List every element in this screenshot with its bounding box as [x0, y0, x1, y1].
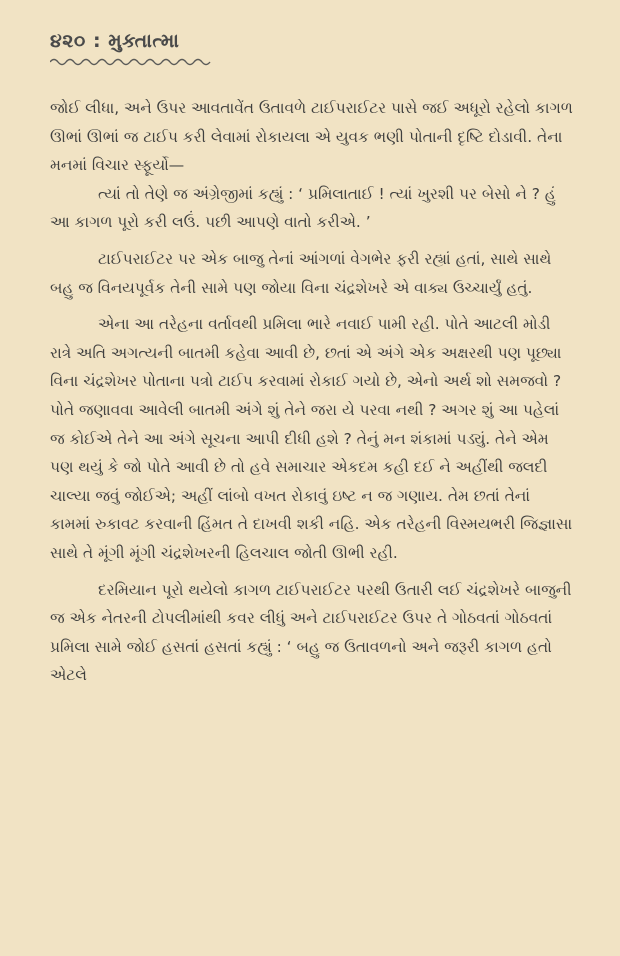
page-number: ૪૨૦ — [50, 30, 86, 52]
paragraph: ત્યાં તો તેણે જ અંગ્રેજીમાં કહ્યું : ‘ પ્રમિલાતાઈ ! ત્યાં ખુરશી પર બેસો ને ? હું આ કાગળ પૂરો કરી લઉં. પછી આપણે વાતો કરીએ. ’ — [50, 184, 556, 232]
paragraph: દરમિયાન પૂરો થયેલો કાગળ ટાઈપરાઈટર પરથી ઉતારી લઈ ચંદ્રશેખરે બાજુની જ એક નેતરની ટોપલીમાંથી કવર લીધું અને ટાઈપરાઈટર ઉપર તે ગોઠવતાં ગોઠવતાં પ્રમિલા સામે જોઈ હસતાં હસતાં કહ્યું : ‘ બહુ જ ઉતાવળનો અને જરૂરી કાગળ હતો એટલે — [50, 580, 572, 685]
running-header — [50, 30, 574, 52]
body-text — [50, 94, 574, 690]
header-wavy-rule — [50, 56, 212, 68]
header-separator: : — [93, 30, 102, 52]
paragraph: જોઈ લીધા, અને ઉપર આવતાવેંત ઉતાવળે ટાઈપરાઈટર પાસે જઈ અધૂરો રહેલો કાગળ ઊભાં ઊભાં જ ટાઈપ કરી લેવામાં રોકાયલા એ યુવક ભણી પોતાની દૃષ્ટિ દોડાવી. તેના મનમાં વિચાર સ્ફૂર્યો— — [50, 99, 573, 175]
paragraph: એના આ તરેહના વર્તાવથી પ્રમિલા ભારે નવાઈ પામી રહી. પોતે આટલી મોડી રાત્રે અતિ અગત્યની બાતમી કહેવા આવી છે, છતાં એ અંગે એક અક્ષરથી પણ પૂછ્યા વિના ચંદ્રશેખર પોતાના પત્રો ટાઈપ કરવામાં રોકાઈ ગયો છે, એનો અર્થ શો સમજવો ? પોતે જણાવવા આવેલી બાતમી અંગે શું તેને જરા યે પરવા નથી ? અગર શું આ પહેલાં જ કોઈએ તેને આ અંગે સૂચના આપી દીધી હશે ? તેનું મન શંકામાં પડ્યું. તેને એમ પણ થયું કે જો પોતે આવી છે તો હવે સમાચાર એકદમ કહી દઈ ને અહીંથી જલદી ચાલ્યા જવું જોઈએ; અહીં લાંબો વખત રોકાવું ઇષ્ટ ન જ ગણાય. તેમ છતાં તેનાં કામમાં રુકાવટ કરવાની હિંમત તે દાખવી શકી નહિ. એક તરેહની વિસ્મયભરી જિજ્ઞાસા સાથે તે મૂંગી મૂંગી ચંદ્રશેખરની હિલચાલ જોતી ઊભી રહી. — [50, 315, 573, 562]
book-title: મુક્તાત્મા — [108, 30, 180, 52]
paragraph: ટાઈપરાઈટર પર એક બાજુ તેનાં આંગળાં વેગભેર ફરી રહ્યાં હતાં, સાથે સાથે બહુ જ વિનયપૂર્વક તેની સામે પણ જોયા વિના ચંદ્રશેખરે એ વાક્ય ઉચ્ચાર્યું હતું. — [50, 249, 552, 297]
